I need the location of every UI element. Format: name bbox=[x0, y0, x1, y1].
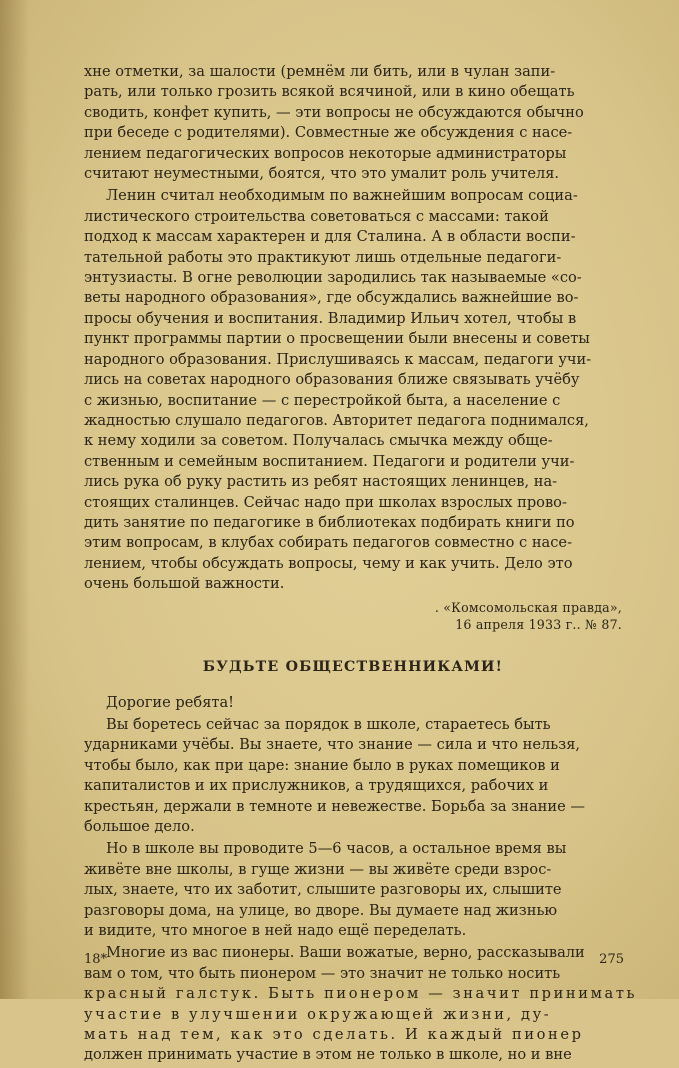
text-line: сводить, конфет купить, — эти вопросы не обсуждаются обычно bbox=[84, 103, 584, 121]
page-footer bbox=[84, 952, 624, 967]
text-line: и видите, что многое в ней надо ещё переделать. bbox=[84, 922, 467, 940]
signature-mark: 18* bbox=[84, 952, 108, 967]
text-line: чтобы было, как при царе: знание было в руках помещиков и bbox=[84, 756, 560, 774]
text-line: участие в улучшении окружающей жизни, ду- bbox=[84, 1005, 552, 1023]
text-line: считают неуместными, боятся, что это умалит роль учителя. bbox=[84, 165, 560, 183]
text-line: хне отметки, за шалости (ремнём ли бить, или в чулан запи- bbox=[84, 63, 556, 80]
text-line: Вы боретесь сейчас за порядок в школе, стараетесь быть bbox=[106, 715, 551, 733]
page-number: 275 bbox=[599, 952, 624, 967]
paragraph-1 bbox=[84, 62, 622, 184]
text-line: лись рука об руку растить из ребят настоящих ленинцев, на- bbox=[84, 473, 558, 491]
source-line-1: . «Комсомольская правда», bbox=[434, 599, 622, 615]
text-line: капиталистов и их прислужников, а трудящихся, рабочих и bbox=[84, 777, 549, 795]
text-line: тательной работы это практикуют лишь отдельные педагоги- bbox=[84, 248, 562, 266]
paragraph-2 bbox=[84, 186, 622, 594]
text-line: жадностью слушало педагогов. Авторитет педагога поднимался, bbox=[84, 411, 589, 429]
text-line: пункт программы партии о просвещении были внесены и советы bbox=[84, 330, 590, 348]
text-line: стоящих сталинцев. Сейчас надо при школах взрослых прово- bbox=[84, 493, 567, 511]
text-line: лением, чтобы обсуждать вопросы, чему и как учить. Дело это bbox=[84, 554, 573, 572]
text-line: к нему ходили за советом. Получалась смычка между обще- bbox=[84, 432, 553, 450]
text-line: с жизнью, воспитание — с перестройкой быта, а население с bbox=[84, 391, 561, 409]
paragraph-4 bbox=[84, 839, 622, 941]
text-line: живёте вне школы, в гуще жизни — вы живёте среди взрос- bbox=[84, 860, 552, 878]
text-line: рать, или только грозить всякой всячиной, или в кино обещать bbox=[84, 83, 575, 101]
text-line: красный галстук. Быть пионером — значит принимать bbox=[84, 985, 638, 1003]
text-line: крестьян, держали в темноте и невежестве. Борьба за знание — bbox=[84, 797, 585, 815]
text-line: листического строительства советоваться с массами: такой bbox=[84, 207, 549, 225]
source-line-2: 16 апреля 1933 г.. № 87. bbox=[455, 616, 622, 632]
text-line: Но в школе вы проводите 5—6 часов, а остальное время вы bbox=[106, 840, 567, 858]
text-line: народного образования. Прислушиваясь к массам, педагоги учи- bbox=[84, 350, 592, 368]
text-line: при беседе с родителями). Совместные же обсуждения с насе- bbox=[84, 124, 573, 142]
page-edge-shadow bbox=[0, 0, 30, 999]
salutation: Дорогие ребята! bbox=[106, 693, 235, 711]
text-line: энтузиасты. В огне революции зародились так называемые «со- bbox=[84, 269, 582, 287]
text-line: ударниками учёбы. Вы знаете, что знание — сила и что нельзя, bbox=[84, 736, 581, 754]
text-column bbox=[84, 62, 638, 1068]
text-line: просы обучения и воспитания. Владимир Ильич хотел, чтобы в bbox=[84, 309, 577, 327]
text-line: Многие из вас пионеры. Ваши вожатые, верно, рассказывали bbox=[106, 944, 585, 962]
text-line: подход к массам характерен и для Сталина. А в области воспи- bbox=[84, 228, 576, 246]
text-line: веты народного образования», где обсуждались важнейшие во- bbox=[84, 289, 579, 307]
text-line: ственным и семейным воспитанием. Педагоги и родители учи- bbox=[84, 452, 575, 470]
text-line: лых, знаете, что их заботит, слышите разговоры их, слышите bbox=[84, 881, 562, 899]
text-line: большое дело. bbox=[84, 818, 195, 835]
text-line: должен принимать участие в этом не только в школе, но и вне bbox=[84, 1046, 572, 1064]
text-line: очень большой важности. bbox=[84, 575, 285, 593]
text-line: Ленин считал необходимым по важнейшим вопросам социа- bbox=[106, 187, 578, 205]
text-line: лись на советах народного образования ближе связывать учёбу bbox=[84, 371, 580, 389]
text-line: вам о том, что быть пионером — это значит не только носить bbox=[84, 964, 561, 982]
section-heading: БУДЬТЕ ОБЩЕСТВЕННИКАМИ! bbox=[202, 658, 504, 675]
text-line: дить занятие по педагогике в библиотеках подбирать книги по bbox=[84, 513, 575, 531]
source-citation bbox=[84, 599, 622, 633]
text-line: лением педагогических вопросов некоторые администраторы bbox=[84, 144, 567, 162]
paragraph-3 bbox=[84, 715, 622, 837]
text-line: мать над тем, как это сделать. И каждый пионер bbox=[84, 1026, 584, 1044]
text-line: этим вопросам, в клубах собирать педагогов совместно с насе- bbox=[84, 534, 572, 552]
text-line: разговоры дома, на улице, во дворе. Вы думаете над жизнью bbox=[84, 901, 558, 919]
